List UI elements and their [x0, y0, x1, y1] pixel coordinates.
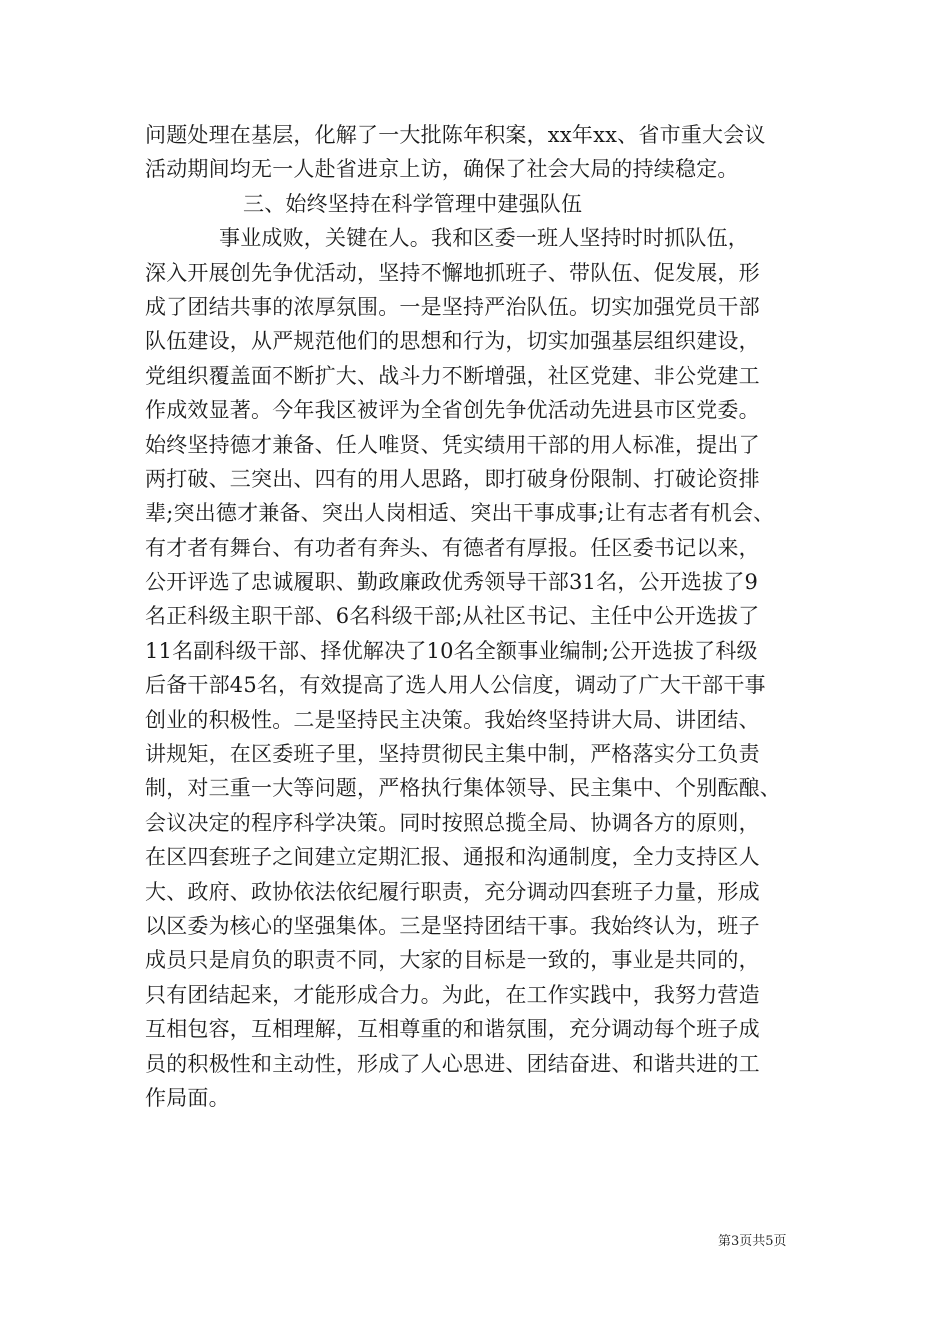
text-line: 作局面。: [145, 1085, 230, 1110]
text-line: 后备干部45名，有效提高了选人用人公信度，调动了广大干部干事: [145, 673, 766, 698]
text-line: 始终坚持德才兼备、任人唯贤、凭实绩用干部的用人标准，提出了: [145, 432, 760, 457]
text-line: 党组织覆盖面不断扩大、战斗力不断增强，社区党建、非公党建工: [145, 363, 760, 388]
text-line: 辈;突出德才兼备、突出人岗相适、突出干事成事;让有志者有机会、: [145, 501, 775, 526]
text-line: 问题处理在基层，化解了一大批陈年积案，xx年xx、省市重大会议: [145, 123, 766, 147]
text-line: 11名副科级干部、择优解决了10名全额事业编制;公开选拔了科级: [145, 638, 758, 663]
text-line: 讲规矩，在区委班子里，坚持贯彻民主集中制，严格落实分工负责: [145, 742, 760, 767]
text-line: 有才者有舞台、有功者有奔头、有德者有厚报。任区委书记以来，: [145, 535, 760, 560]
body-text: [145, 118, 825, 1115]
section-heading: 三、始终坚持在科学管理中建强队伍: [243, 191, 583, 216]
text-line: 在区四套班子之间建立定期汇报、通报和沟通制度，全力支持区人: [145, 845, 760, 870]
text-line: 互相包容，互相理解，互相尊重的和谐氛围，充分调动每个班子成: [145, 1017, 760, 1042]
text-line: 两打破、三突出、四有的用人思路，即打破身份限制、打破论资排: [145, 466, 760, 491]
text-line: 队伍建设，从严规范他们的思想和行为，切实加强基层组织建设，: [145, 329, 760, 354]
text-line: 名正科级主职干部、6名科级干部;从社区书记、主任中公开选拔了: [145, 604, 760, 629]
text-line: 成了团结共事的浓厚氛围。一是坚持严治队伍。切实加强党员干部: [145, 294, 760, 319]
text-line: 只有团结起来，才能形成合力。为此，在工作实践中，我努力营造: [145, 982, 760, 1007]
text-line: 公开评选了忠诚履职、勤政廉政优秀领导干部31名，公开选拔了9: [145, 570, 759, 595]
text-line: 制，对三重一大等问题，严格执行集体领导、民主集中、个别酝酿、: [145, 776, 781, 801]
text-line: 成员只是肩负的职责不同，大家的目标是一致的，事业是共同的，: [145, 948, 760, 973]
page-number-footer: 第3页共5页: [718, 1234, 787, 1249]
text-line: 深入开展创先争优活动，坚持不懈地抓班子、带队伍、促发展，形: [145, 260, 760, 285]
text-line: 创业的积极性。二是坚持民主决策。我始终坚持讲大局、讲团结、: [145, 707, 760, 732]
text-line: 大、政府、政协依法依纪履行职责，充分调动四套班子力量，形成: [145, 879, 760, 904]
text-line: 会议决定的程序科学决策。同时按照总揽全局、协调各方的原则，: [145, 810, 760, 835]
text-line: 以区委为核心的坚强集体。三是坚持团结干事。我始终认为，班子: [145, 913, 760, 938]
text-line: 作成效显著。今年我区被评为全省创先争优活动先进县市区党委。: [145, 398, 760, 423]
text-line: 员的积极性和主动性，形成了人心思进、团结奋进、和谐共进的工: [145, 1051, 760, 1076]
text-line: 活动期间均无一人赴省进京上访，确保了社会大局的持续稳定。: [145, 157, 739, 182]
paragraph-first-line: 事业成败，关键在人。我和区委一班人坚持时时抓队伍，: [219, 226, 749, 251]
